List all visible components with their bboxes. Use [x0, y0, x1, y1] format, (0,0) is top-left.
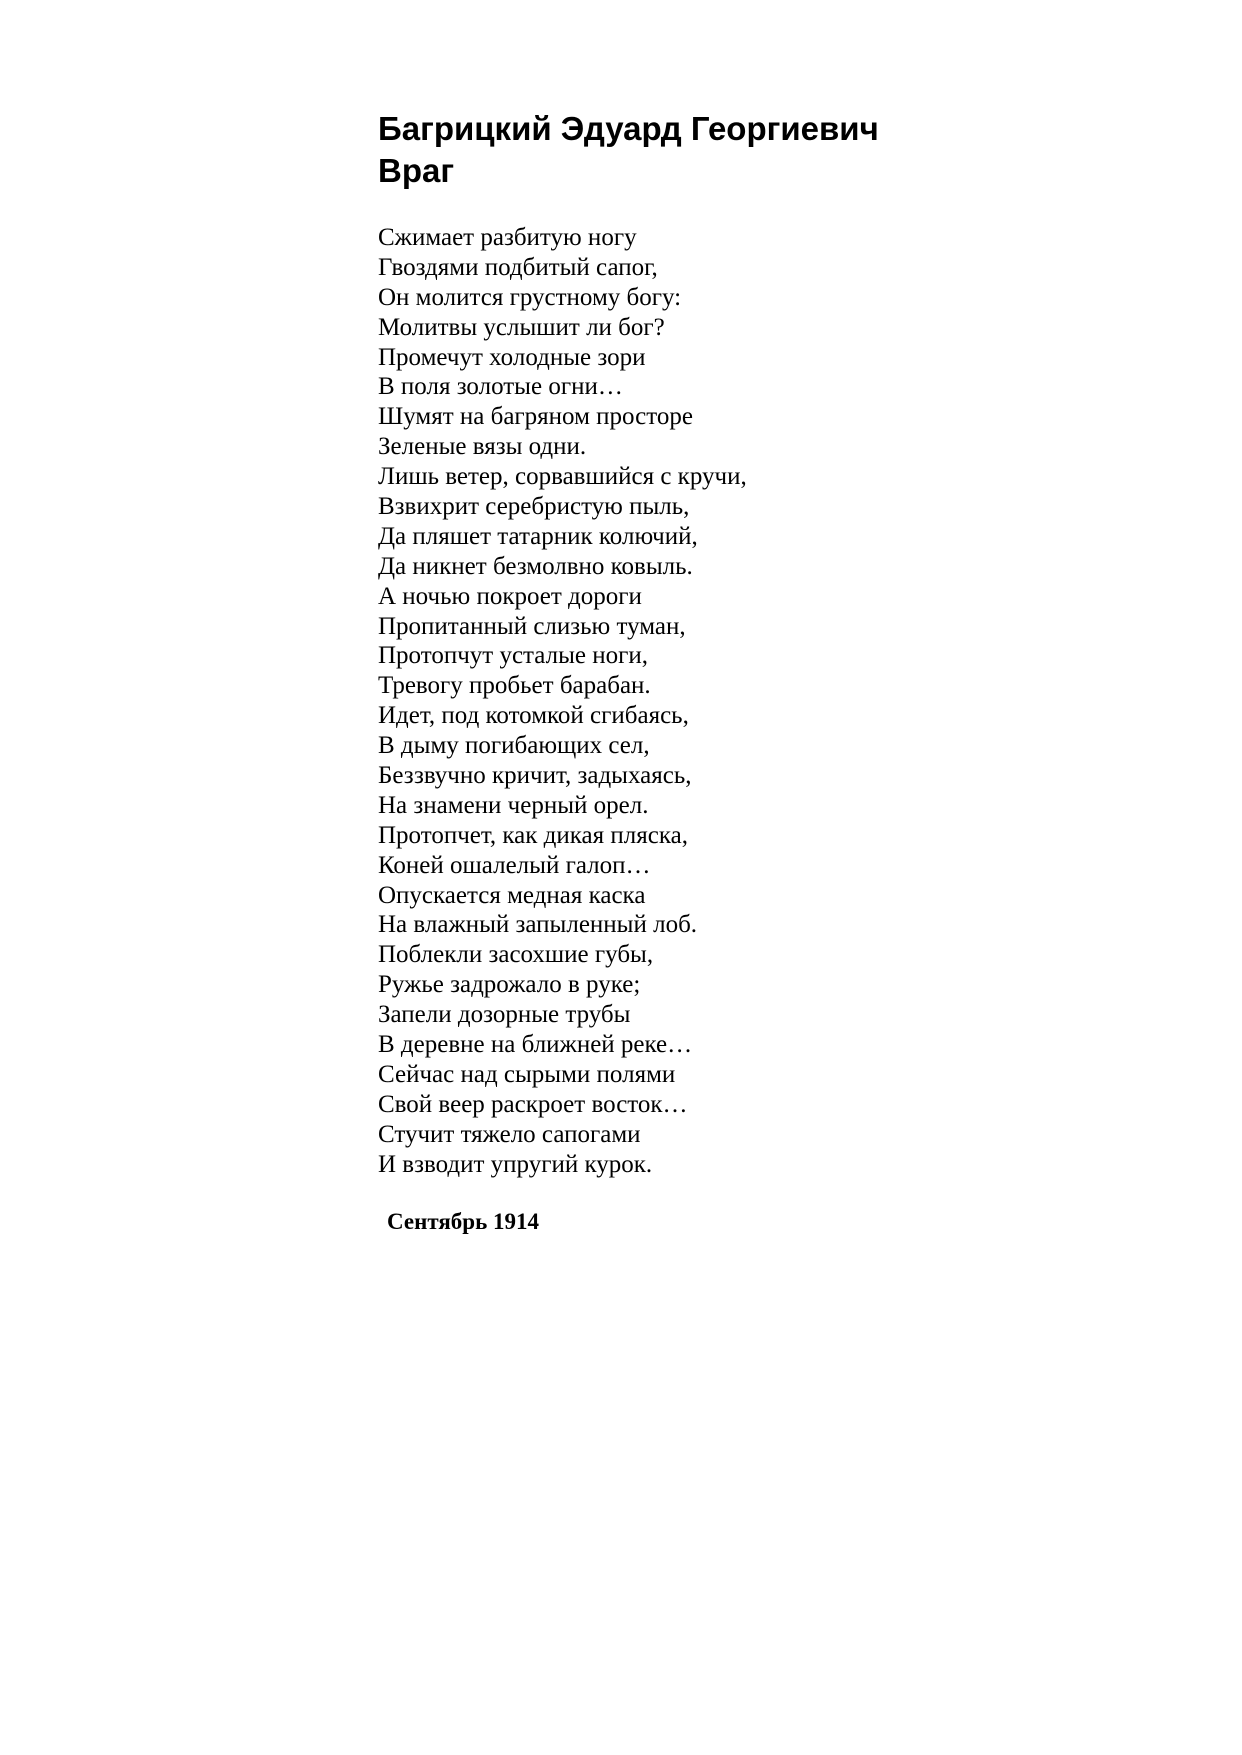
poem-date: Сентябрь 1914: [387, 1209, 539, 1234]
poem-title: Враг: [378, 152, 455, 189]
poem-line: Да пляшет татарник колючий,: [378, 522, 698, 550]
poem-line: Он молится грустному богу:: [378, 283, 682, 311]
poem-line: В поля золотые огни…: [378, 373, 623, 401]
poem-line: Поблекли засохшие губы,: [378, 941, 654, 969]
poem-line: В деревне на ближней реке…: [378, 1031, 693, 1059]
poem-line: Протопчут усталые ноги,: [378, 642, 648, 670]
poem-line: Шумят на багряном просторе: [378, 403, 693, 431]
poem-line: Взвихрит серебристую пыль,: [378, 493, 690, 521]
poem-line: Пропитанный слизью туман,: [378, 612, 686, 640]
poem-line: Лишь ветер, сорвавшийся с кручи,: [378, 463, 747, 491]
poem-line: Опускается медная каска: [378, 881, 646, 909]
poem-line: Да никнет безмолвно ковыль.: [378, 552, 693, 580]
poem-line: На знамени черный орел.: [378, 791, 649, 819]
poem-body: [378, 223, 1078, 1180]
poem-line: Тревогу пробьет барабан.: [378, 672, 651, 700]
poem-line: Идет, под котомкой сгибаясь,: [378, 702, 689, 730]
poem-line: Запели дозорные трубы: [378, 1001, 631, 1029]
poem-line: Стучит тяжело сапогами: [378, 1120, 641, 1148]
poem-line: Промечут холодные зори: [378, 343, 646, 371]
poem-line: Зеленые вязы одни.: [378, 433, 587, 461]
document-header: [378, 108, 1078, 192]
poem-line: Протопчет, как дикая пляска,: [378, 821, 688, 849]
poem-line: Коней ошалелый галоп…: [378, 851, 651, 879]
author-name: Багрицкий Эдуард Георгиевич: [378, 110, 879, 147]
poem-line: А ночью покроет дороги: [378, 582, 642, 610]
poem-line: Сейчас над сырыми полями: [378, 1060, 676, 1088]
poem-line: Гвоздями подбитый сапог,: [378, 253, 658, 281]
poem-line: И взводит упругий курок.: [378, 1150, 653, 1178]
poem-line: Сжимает разбитую ногу: [378, 224, 637, 251]
poem-line: Молитвы услышит ли бог?: [378, 313, 665, 341]
poem-line: Беззвучно кричит, задыхаясь,: [378, 762, 692, 790]
poem-line: В дыму погибающих сел,: [378, 732, 650, 760]
poem-line: Ружье задрожало в руке;: [378, 971, 641, 999]
poem-line: Свой веер раскроет восток…: [378, 1090, 688, 1118]
poem-line: На влажный запыленный лоб.: [378, 911, 698, 939]
